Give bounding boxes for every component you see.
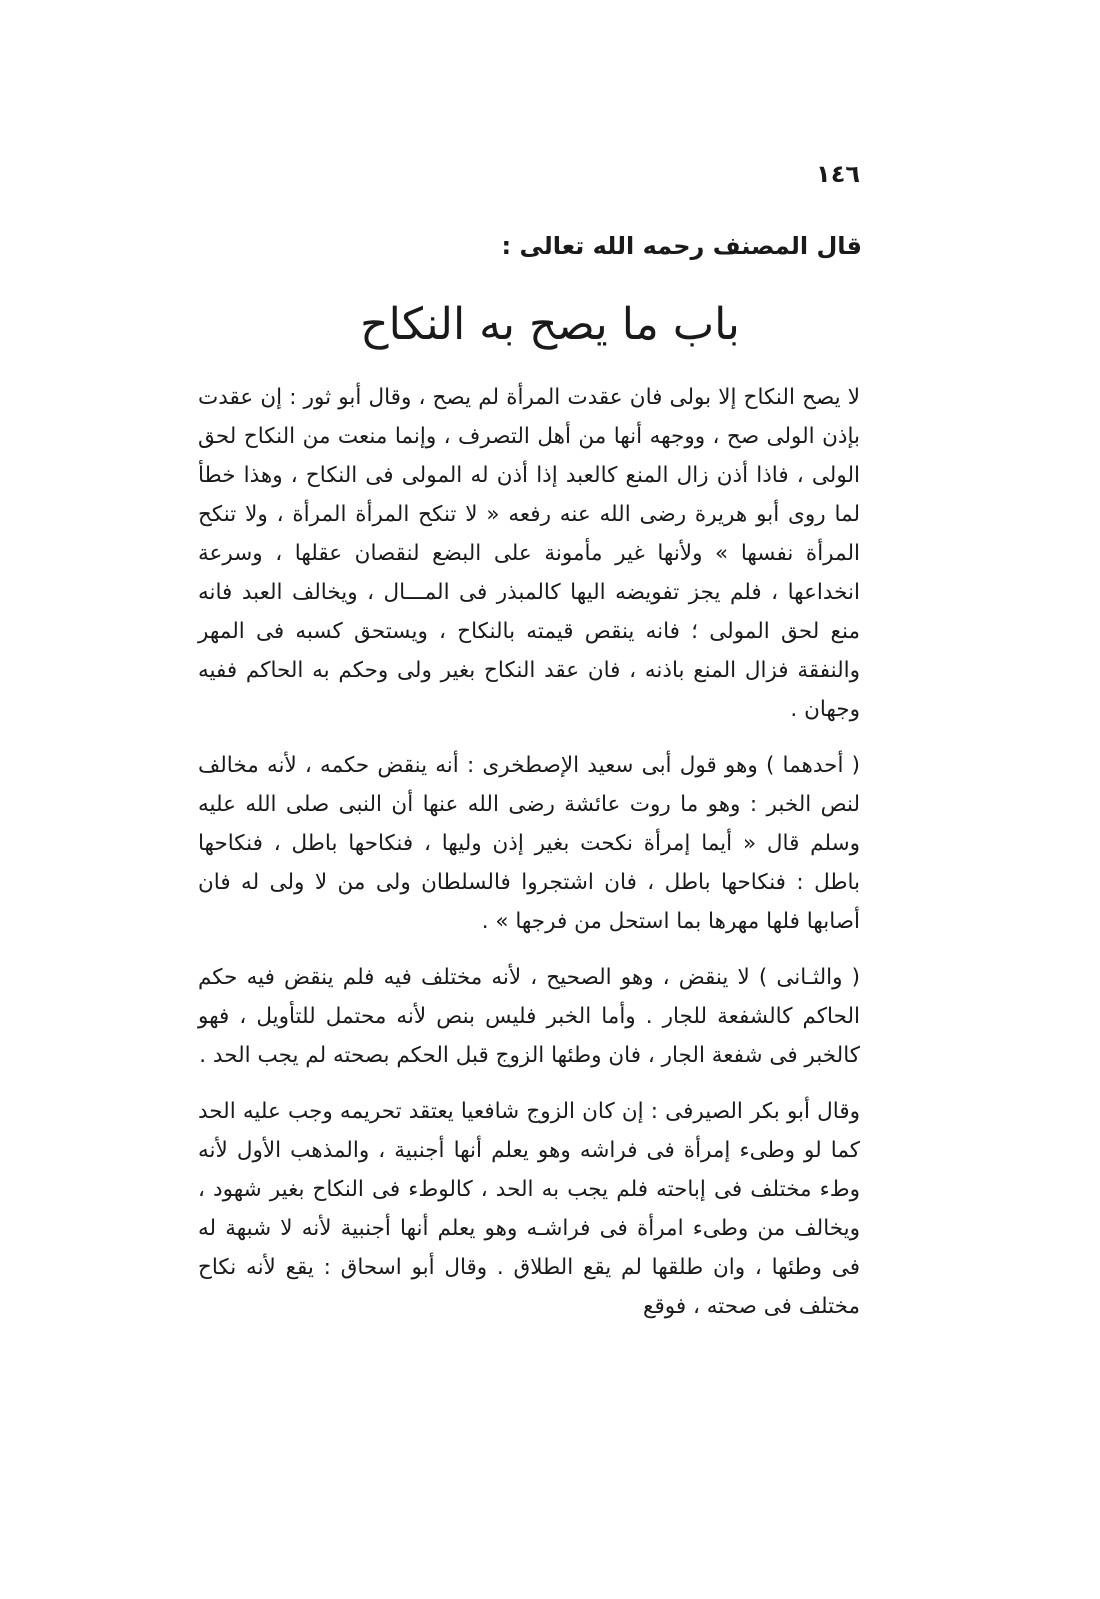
page-number: ١٤٦: [816, 160, 860, 188]
paragraph: ( أحدهما ) وهو قول أبى سعيد الإصطخرى : أنه ينقض حكمه ، لأنه مخالف لنص الخبر : وهو ما روت عائشة رضى الله عنها أن النبى صلى الله عليه وسلم قال « أيما إمرأة نكحت بغير إذن وليها ، فنكاحها باطل ، فنكاحها باطل : فنكاحها باطل ، فان اشتجروا فالسلطان ولى من لا ولى له فان أصابها فلها مهرها بما استحل من فرجها » .: [198, 753, 860, 934]
body-text: [198, 378, 860, 1343]
paragraph: لا يصح النكاح إلا بولى فان عقدت المرأة لم يصح ، وقال أبو ثور : إن عقدت بإذن الولى صح ، ووجهه أنها من أهل التصرف ، وإنما منعت من النكاح لحق الولى ، فاذا أذن زال المنع كالعبد إذا أذن له المولى فى النكاح ، وهذا خطأ لما روى أبو هريرة رضى الله عنه رفعه « لا تنكح المرأة المرأة ، ولا تنكح المرأة نفسها » ولأنها غير مأمونة على البضع لنقصان عقلها ، وسرعة انخداعها ، فلم يجز تفويضه اليها كالمبذر فى المـــال ، ويخالف العبد فانه منع لحق المولى ؛ فانه ينقص قيمته بالنكاح ، ويستحق كسبه فى المهر والنفقة فزال المنع باذنه ، فان عقد النكاح بغير ولى وحكم به الحاكم ففيه وجهان .: [198, 385, 860, 722]
paragraph: ( والثـانى ) لا ينقض ، وهو الصحيح ، لأنه مختلف فيه فلم ينقض فيه حكم الحاكم كالشفعة للجار . وأما الخبر فليس بنص لأنه محتمل للتأويل ، فهو كالخبر فى شفعة الجار ، فان وطئها الزوج قبل الحكم بصحته لم يجب الحد .: [198, 965, 860, 1068]
paragraph: وقال أبو بكر الصيرفى : إن كان الزوج شافعيا يعتقد تحريمه وجب عليه الحد كما لو وطىء إمرأة فى فراشه وهو يعلم أنها أجنبية ، والمذهب الأول لأنه وطء مختلف فى إباحته فلم يجب به الحد ، كالوطء فى النكاح بغير شهود ، ويخالف من وطىء امرأة فى فراشـه وهو يعلم أنها أجنبية لأنه لا شبهة له فى وطئها ، وان طلقها لم يقع الطلاق . وقال أبو اسحاق : يقع لأنه نكاح مختلف فى صحته ، فوقع: [198, 1099, 860, 1319]
chapter-title: باب ما يصح به النكاح: [360, 299, 740, 350]
author-line: قال المصنف رحمه الله تعالى :: [501, 232, 862, 260]
